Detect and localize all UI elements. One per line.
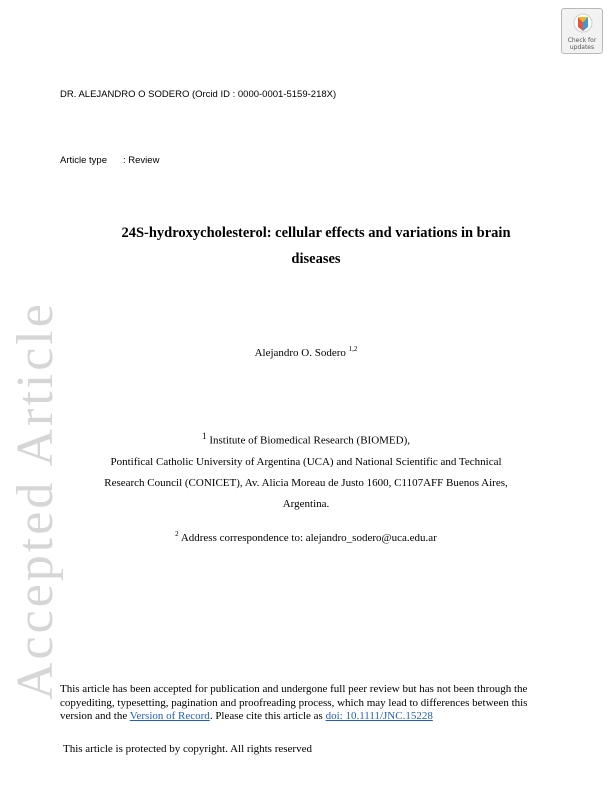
affiliation-2 [0,530,612,544]
author-affiliation-marks: 1,2 [348,345,358,353]
acceptance-notice [60,683,530,724]
affiliation-1-line-2: Pontifical Catholic University of Argentina (UCA) and National Scientific and Technical [110,455,502,468]
correspondence-text: Address correspondence to: alejandro_sodero@uca.edu.ar [180,532,437,544]
author-name: Alejandro O. Sodero [254,347,346,359]
author-line [0,345,612,359]
notice-text-middle: . Please cite this article as [209,710,326,722]
affiliation-1-line-3: Research Council (CONICET), Av. Alicia Moreau de Justo 1600, C1107AFF Buenos Aires, [104,476,508,489]
author-orcid-header: DR. ALEJANDRO O SODERO (Orcid ID : 0000-0001-5159-218X) [60,89,337,100]
affiliation-1 [80,426,532,515]
article-title [60,220,572,272]
title-line-2: diseases [291,251,341,267]
crossmark-label-line2: updates [569,44,595,51]
crossmark-icon [573,13,593,35]
affiliation-1-mark: 1 [201,431,207,441]
article-type-value: : Review [123,155,160,166]
doi-link[interactable]: doi: 10.1111/JNC.15228 [325,710,433,722]
version-of-record-link[interactable]: Version of Record [129,710,210,722]
notice-text-before: This article has been accepted for publication and undergone full peer review but has not been through the copyediting, typesetting, pagination and proofreading process, which may lead to differences between this version and the [60,683,528,722]
affiliation-1-line-4: Argentina. [282,497,330,510]
article-type-label: Article type [60,155,107,166]
affiliation-2-mark: 2 [175,530,179,538]
affiliation-1-line-1 [80,426,532,452]
check-for-updates-badge[interactable] [561,8,603,54]
title-line-1: 24S-hydroxycholesterol: cellular effects and variations in brain [121,225,511,241]
copyright-notice: This article is protected by copyright. All rights reserved [63,743,312,755]
article-type-line [60,155,159,166]
affiliation-1-line-1-text: Institute of Biomedical Research (BIOMED), [209,434,411,447]
crossmark-label-line1: Check for [567,37,597,44]
accepted-article-watermark: Accepted Article [7,301,64,700]
